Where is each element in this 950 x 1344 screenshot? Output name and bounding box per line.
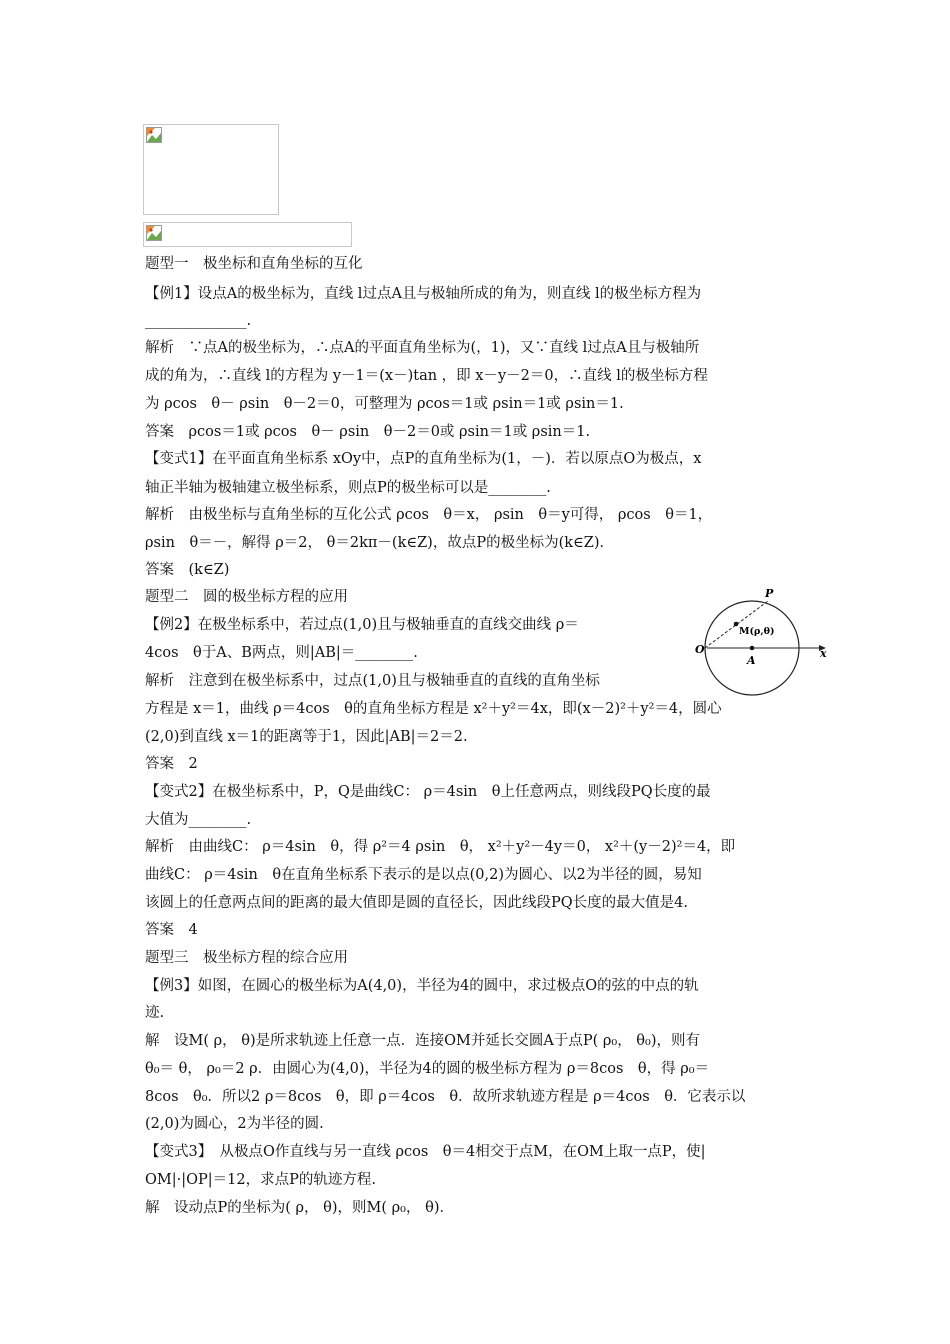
text-line: 成的角为，∴直线 l的方程为 y－1＝(x－)tan ，即 x－y－2＝0，∴直线 l的极坐标方程 xyxy=(145,368,708,384)
text-line: 解 设动点P的坐标为( ρ， θ)，则M( ρ₀， θ)． xyxy=(145,1200,454,1216)
text-line: 答案 ρcos＝1或 ρcos θ－ ρsin θ－2＝0或 ρsin＝1或 ρsin＝1. xyxy=(145,424,591,440)
broken-image-1 xyxy=(143,124,279,215)
text-line: 4cos θ于A、B两点，则|AB|＝________. xyxy=(145,645,418,661)
text-line: 题型一 极坐标和直角坐标的互化 xyxy=(145,256,363,272)
text-line: 题型二 圆的极坐标方程的应用 xyxy=(145,589,348,605)
text-line: 解析 注意到在极坐标系中，过点(1,0)且与极轴垂直的直线的直角坐标 xyxy=(145,673,600,689)
text-line: (2,0)为圆心，2为半径的圆. xyxy=(145,1116,324,1132)
label-A: A xyxy=(747,654,756,667)
text-line: 题型三 极坐标方程的综合应用 xyxy=(145,950,348,966)
point-A xyxy=(750,646,755,651)
text-line: 答案 2 xyxy=(145,756,198,772)
text-line: 【变式3】 从极点O作直线与另一直线 ρcos θ＝4相交于点M，在OM上取一点P，使| xyxy=(145,1144,706,1160)
text-line: ______________. xyxy=(145,313,252,329)
text-line: (2,0)到直线 x＝1的距离等于1，因此|AB|＝2＝2. xyxy=(145,729,468,745)
text-line: 8cos θ₀．所以2 ρ＝8cos θ，即 ρ＝4cos θ．故所求轨迹方程是 ρ＝4cos θ．它表示以 xyxy=(145,1089,746,1105)
text-line: 方程是 x＝1，曲线 ρ＝4cos θ的直角坐标方程是 x²＋y²＝4x，即(x－2)²＋y²＝4，圆心 xyxy=(145,701,722,717)
text-line: 【变式1】在平面直角坐标系 xOy中，点P的直角坐标为(1，－)．若以原点O为极点，x xyxy=(145,451,702,467)
text-line: 该圆上的任意两点间的距离的最大值即是圆的直径长，因此线段PQ长度的最大值是4. xyxy=(145,895,688,911)
text-line: 【例1】设点A的极坐标为，直线 l过点A且与极轴所成的角为，则直线 l的极坐标方程为 xyxy=(145,286,702,302)
text-line: 解析 由极坐标与直角坐标的互化公式 ρcos θ＝x， ρsin θ＝y可得， ρcos θ＝1， xyxy=(145,507,713,523)
text-line: 为 ρcos θ－ ρsin θ－2＝0，可整理为 ρcos＝1或 ρsin＝1或 ρsin＝1. xyxy=(145,396,624,412)
text-line: 【例2】在极坐标系中，若过点(1,0)且与极轴垂直的直线交曲线 ρ＝ xyxy=(145,617,579,633)
text-line: 轴正半轴为极轴建立极坐标系，则点P的极坐标可以是________. xyxy=(145,480,551,496)
label-P: P xyxy=(765,587,774,600)
broken-image-2 xyxy=(143,222,352,247)
text-line: 【变式2】在极坐标系中，P，Q是曲线C： ρ＝4sin θ上任意两点，则线段PQ长度的最 xyxy=(145,784,711,800)
point-M xyxy=(734,622,739,627)
text-line: 答案 (k∈Z) xyxy=(145,562,230,578)
label-O: O xyxy=(695,643,705,656)
text-line: 解 设M( ρ， θ)是所求轨迹上任意一点．连接OM并延长交圆A于点P( ρ₀， θ₀)，则有 xyxy=(145,1033,701,1049)
text-line: 答案 4 xyxy=(145,922,198,938)
text-line: 解析 ∵点A的极坐标为，∴点A的平面直角坐标为(，1)，又∵直线 l过点A且与极轴所 xyxy=(145,340,700,356)
text-line: 曲线C： ρ＝4sin θ在直角坐标系下表示的是以点(0,2)为圆心、以2为半径的圆，易知 xyxy=(145,867,702,883)
broken-image-icon xyxy=(146,127,162,143)
text-line: θ₀＝ θ， ρ₀＝2 ρ．由圆心为(4,0)，半径为4的圆的极坐标方程为 ρ＝8cos θ，得 ρ₀＝ xyxy=(145,1061,710,1077)
text-line: OM|·|OP|＝12，求点P的轨迹方程. xyxy=(145,1172,376,1188)
text-line: 解析 由曲线C： ρ＝4sin θ，得 ρ²＝4 ρsin θ， x²＋y²－4y＝0， x²＋(y－2)²＝4，即 xyxy=(145,839,736,855)
label-M: M(ρ,θ) xyxy=(739,626,775,637)
text-line: 大值为________. xyxy=(145,812,252,828)
text-line: 【例3】如图，在圆心的极坐标为A(4,0)，半径为4的圆中，求过极点O的弦的中点的轨 xyxy=(145,978,699,994)
broken-image-icon xyxy=(146,225,162,241)
text-line: 迹. xyxy=(145,1005,165,1021)
label-x: x xyxy=(820,647,827,660)
text-line: ρsin θ＝－，解得 ρ＝2， θ＝2kπ－(k∈Z)，故点P的极坐标为(k∈Z)． xyxy=(145,535,614,551)
polar-circle-figure xyxy=(695,585,840,725)
